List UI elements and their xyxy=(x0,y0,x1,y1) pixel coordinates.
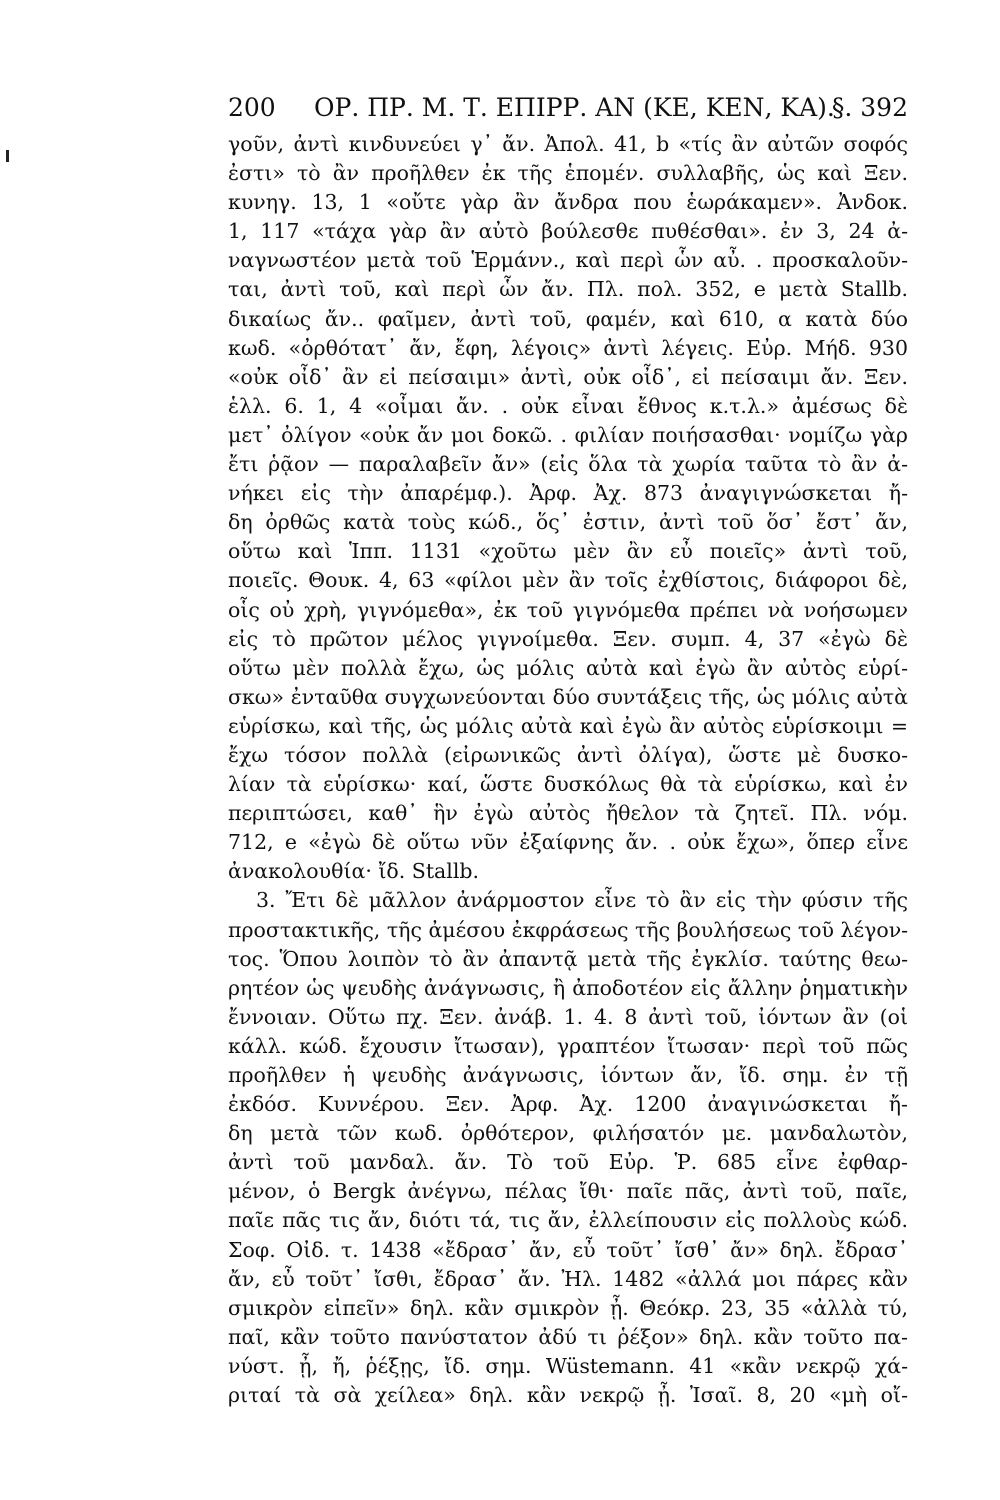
text-line: μένον, ὁ Bergk ἀνέγνω, πέλας ἴθι· παῖε πᾶς, ἀντὶ τοῦ, παῖε, xyxy=(228,1179,908,1204)
section-number: §. 392 xyxy=(831,93,908,122)
page-header xyxy=(228,88,908,128)
text-line: ἄν, εὖ τοῦτ᾽ ἴσθι, ἔδρασ᾽ ἄν. Ἠλ. 1482 «ἀλλά μοι πάρες κἂν xyxy=(228,1266,908,1291)
text-line: «οὐκ οἶδ᾽ ἂν εἰ πείσαιμι» ἀντὶ, οὐκ οἶδ᾽, εἰ πείσαιμι ἄν. Ξεν. xyxy=(228,364,908,389)
text-line: δη μετὰ τῶν κωδ. ὀρθότερον, φιλήσατόν με. μανδαλωτὸν, xyxy=(228,1121,908,1146)
text-line: ἔτι ῥᾷον — παραλαβεῖν ἄν» (εἰς ὅλα τὰ χωρία ταῦτα τὸ ἂν ἀ- xyxy=(228,452,908,477)
text-line: οὕτω καὶ Ἱππ. 1131 «χοῦτω μὲν ἂν εὖ ποιεῖς» ἀντὶ τοῦ, xyxy=(228,539,908,564)
text-line: νύστ. ᾖ, ἤ, ῥέξῃς, ἴδ. σημ. Wüstemann. 41 «κἂν νεκρῷ χά- xyxy=(228,1353,908,1378)
text-line: παῖε πᾶς τις ἄν, διότι τά, τις ἄν, ἐλλείπουσιν εἰς πολλοὺς κώδ. xyxy=(228,1208,908,1233)
text-line: λίαν τὰ εὑρίσκω· καί, ὥστε δυσκόλως θὰ τὰ εὑρίσκω, καὶ ἐν xyxy=(228,772,908,797)
text-line: κωδ. «ὀρθότατ᾽ ἄν, ἔφη, λέγοις» ἀντὶ λέγεις. Εὐρ. Μήδ. 930 xyxy=(228,335,908,360)
text-line: Σοφ. Οἰδ. τ. 1438 «ἔδρασ᾽ ἄν, εὖ τοῦτ᾽ ἴσθ᾽ ἄν» δηλ. ἔδρασ᾽ xyxy=(228,1237,908,1262)
text-body xyxy=(228,130,908,1410)
text-line: ριταί τὰ σὰ χείλεα» δηλ. κἂν νεκρῷ ᾖ. Ἰσαῖ. 8, 20 «μὴ οἴ- xyxy=(228,1383,908,1408)
text-line: ται, ἀντὶ τοῦ, καὶ περὶ ὧν ἄν. Πλ. πολ. 352, e μετὰ Stallb. xyxy=(228,277,908,302)
paragraph-end-line: ἀνακολουθία· ἴδ. Stallb. xyxy=(228,859,480,884)
text-line: ρητέον ὡς ψευδὴς ἀνάγνωσις, ἢ ἀποδοτέον εἰς ἄλλην ῥηματικὴν xyxy=(228,975,908,1000)
text-line: ἔννοιαν. Οὕτω πχ. Ξεν. ἀνάβ. 1. 4. 8 ἀντὶ τοῦ, ἰόντων ἂν (οἱ xyxy=(228,1004,908,1029)
page-number: 200 xyxy=(228,93,276,122)
text-line: τος. Ὅπου λοιπὸν τὸ ἂν ἀπαντᾷ μετὰ τῆς ἐγκλίσ. ταύτης θεω- xyxy=(228,946,908,971)
text-line: ἑλλ. 6. 1, 4 «οἶμαι ἄν. . οὐκ εἶναι ἔθνος κ.τ.λ.» ἀμέσως δὲ xyxy=(228,393,908,418)
text-line: νήκει εἰς τὴν ἀπαρέμφ.). Ἀρφ. Ἀχ. 873 ἀναγιγνώσκεται ἤ- xyxy=(228,481,908,506)
text-line: εὑρίσκω, καὶ τῆς, ὡς μόλις αὐτὰ καὶ ἐγὼ ἂν αὐτὸς εὑρίσκοιμι = xyxy=(228,713,908,738)
text-line: 712, e «ἐγὼ δὲ οὕτω νῦν ἐξαίφνης ἄν. . οὐκ ἔχω», ὅπερ εἶνε xyxy=(228,830,908,855)
text-line: κυνηγ. 13, 1 «οὔτε γὰρ ἂν ἄνδρα που ἑωράκαμεν». Ἀνδοκ. xyxy=(228,190,908,215)
text-line: προῆλθεν ἡ ψευδὴς ἀνάγνωσις, ἰόντων ἄν, ἴδ. σημ. ἐν τῇ xyxy=(228,1063,908,1087)
text-line: οἷς οὐ χρὴ, γιγνόμεθα», ἐκ τοῦ γιγνόμεθα πρέπει νὰ νοήσωμεν xyxy=(228,597,908,622)
text-line: ἐστι» τὸ ἂν προῆλθεν ἐκ τῆς ἑπομέν. συλλαβῆς, ὡς καὶ Ξεν. xyxy=(228,161,908,186)
paragraph-start-line: 3. Ἔτι δὲ μᾶλλον ἀνάρμοστον εἶνε τὸ ἂν εἰς τὴν φύσιν τῆς xyxy=(256,888,908,913)
text-line: ναγνωστέον μετὰ τοῦ Ἑρμάνν., καὶ περὶ ὧν αὖ. . προσκαλοῦν- xyxy=(228,248,908,273)
text-line: ἀντὶ τοῦ μανδαλ. ἄν. Τὸ τοῦ Εὐρ. Ῥ. 685 εἶνε ἐφθαρ- xyxy=(228,1150,908,1175)
text-line: κάλλ. κώδ. ἔχουσιν ἴτωσαν), γραπτέον ἴτωσαν· περὶ τοῦ πῶς xyxy=(228,1033,908,1058)
margin-mark xyxy=(6,150,9,162)
text-line: ποιεῖς. Θουκ. 4, 63 «φίλοι μὲν ἂν τοῖς ἐχθίστοις, διάφοροι δὲ, xyxy=(228,568,908,593)
text-line: προστακτικῆς, τῆς ἀμέσου ἐκφράσεως τῆς βουλήσεως τοῦ λέγον- xyxy=(228,917,908,942)
text-line: παῖ, κἂν τοῦτο πανύστατον ἀδύ τι ῥέξον» δηλ. κἂν τοῦτο πα- xyxy=(228,1324,908,1349)
text-line: δη ὀρθῶς κατὰ τοὺς κώδ., ὅς᾽ ἐστιν, ἀντὶ τοῦ ὅσ᾽ ἔστ᾽ ἄν, xyxy=(228,510,908,535)
text-line: δικαίως ἄν.. φαῖμεν, ἀντὶ τοῦ, φαμέν, καὶ 610, α κατὰ δύο xyxy=(228,306,908,331)
text-line: 1, 117 «τάχα γὰρ ἂν αὐτὸ βούλεσθε πυθέσθαι». ἐν 3, 24 ἀ- xyxy=(228,219,908,244)
text-line: σκω» ἐνταῦθα συγχωνεύονται δύο συντάξεις τῆς, ὡς μόλις αὐτὰ xyxy=(228,684,908,709)
text-line: μετ᾽ ὀλίγον «οὐκ ἄν μοι δοκῶ. . φιλίαν ποιήσασθαι· νομίζω γὰρ xyxy=(228,422,908,447)
text-line: εἰς τὸ πρῶτον μέλος γιγνοίμεθα. Ξεν. συμπ. 4, 37 «ἐγὼ δὲ xyxy=(228,626,908,651)
text-line: περιπτώσει, καθ᾽ ἣν ἐγὼ αὐτὸς ἤθελον τὰ ζητεῖ. Πλ. νόμ. xyxy=(228,801,908,826)
text-line: σμικρὸν εἰπεῖν» δηλ. κἂν σμικρὸν ᾖ. Θεόκρ. 23, 35 «ἀλλὰ τύ, xyxy=(228,1295,908,1320)
text-line: ἔχω τόσον πολλὰ (εἰρωνικῶς ἀντὶ ὀλίγα), ὥστε μὲ δυσκο- xyxy=(228,742,908,767)
text-line: οὕτω μὲν πολλὰ ἔχω, ὡς μόλις αὐτὰ καὶ ἐγὼ ἂν αὐτὸς εὑρί- xyxy=(228,655,908,680)
running-title: ΟΡ. ΠΡ. Μ. Τ. ΕΠΙΡΡ. ΑΝ (ΚΕ, ΚΕΝ, ΚΑ). xyxy=(314,93,835,122)
text-line: γοῦν, ἀντὶ κινδυνεύει γ᾽ ἄν. Ἀπολ. 41, b «τίς ἂν αὐτῶν σοφός xyxy=(228,132,908,156)
text-line: ἐκδόσ. Κυννέρου. Ξεν. Ἀρφ. Ἀχ. 1200 ἀναγινώσκεται ἤ- xyxy=(228,1092,908,1117)
